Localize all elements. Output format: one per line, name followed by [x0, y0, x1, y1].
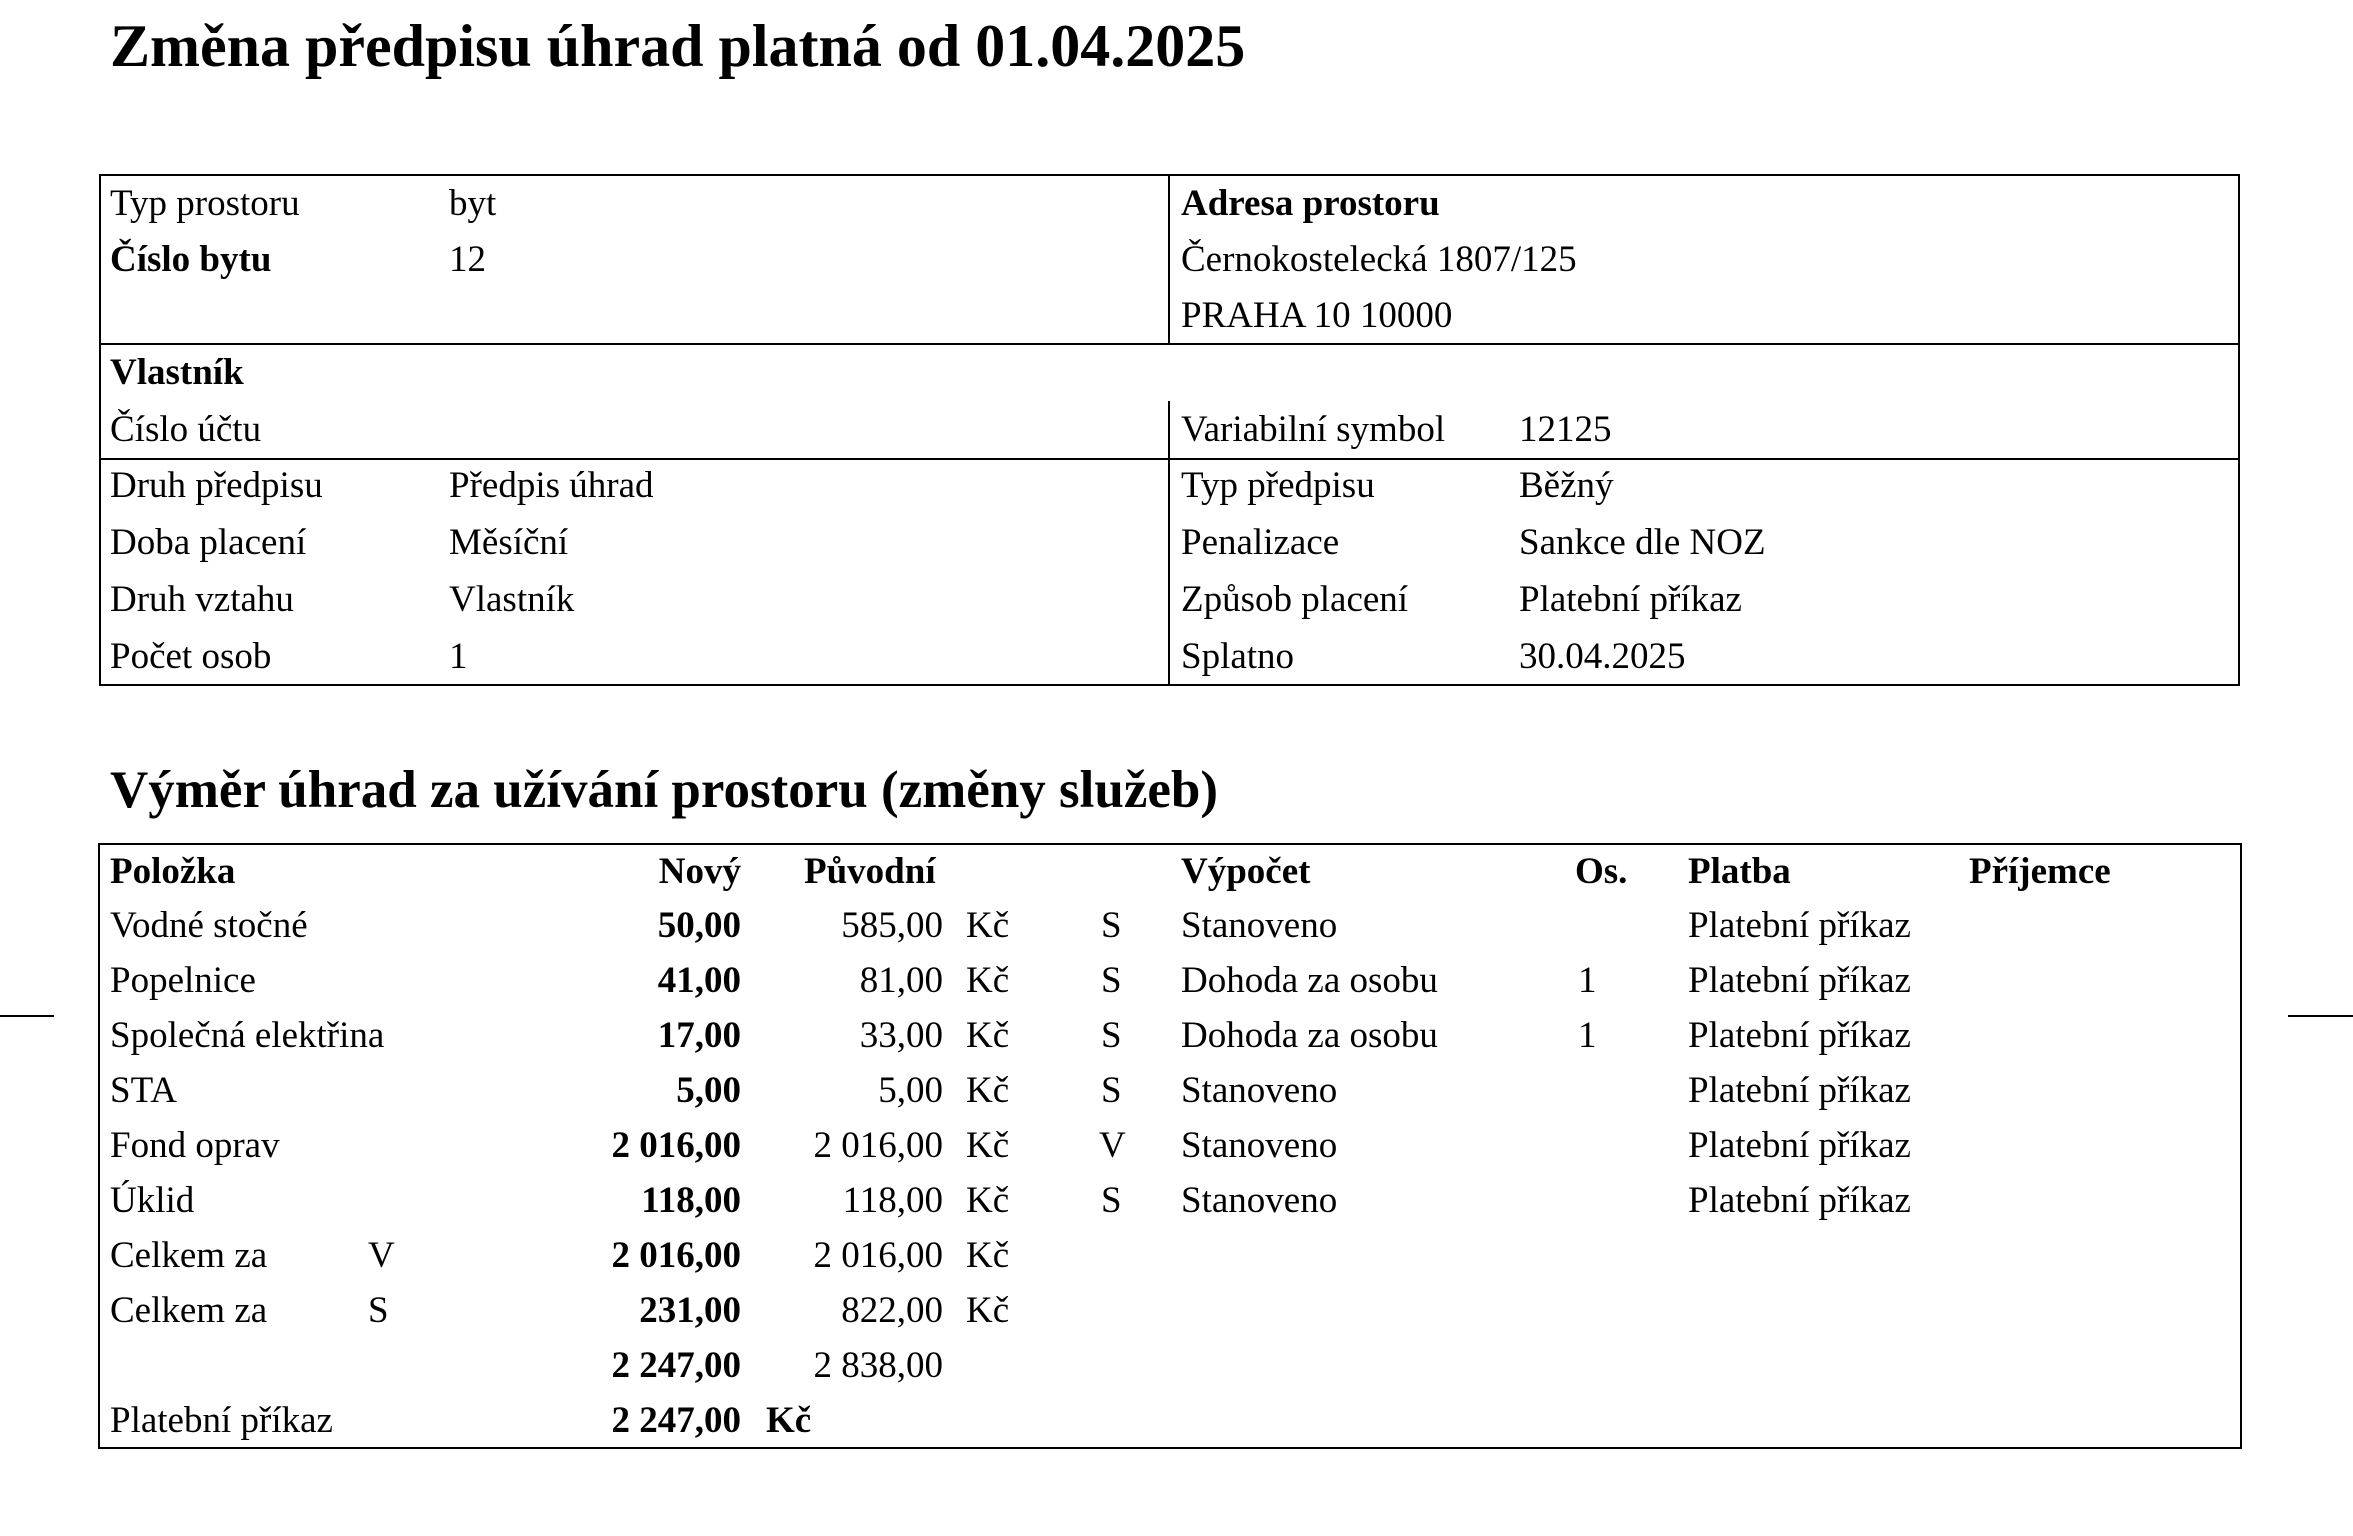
druh-vztahu-label: Druh vztahu	[110, 579, 294, 620]
splatno-value: 30.04.2025	[1519, 636, 1686, 677]
fee-row-puvodni: 118,00	[842, 1180, 943, 1221]
col-header-polozka: Položka	[110, 851, 236, 892]
platebni-prikaz-mena: Kč	[766, 1400, 812, 1441]
zpusob-placeni-value: Platební příkaz	[1519, 579, 1742, 620]
pocet-osob-value: 1	[449, 636, 468, 677]
total-mena: Kč	[966, 1290, 1010, 1331]
col-header-puvodni: Původní	[804, 851, 936, 892]
section-title: Výměr úhrad za užívání prostoru (změny služeb)	[110, 761, 1219, 819]
info-divider-vertical	[1168, 174, 1170, 344]
typ-prostoru-label: Typ prostoru	[110, 183, 300, 224]
adresa-line1: Černokostelecká 1807/125	[1181, 239, 1577, 280]
fee-row-puvodni: 585,00	[841, 905, 943, 946]
fee-row-polozka: STA	[110, 1070, 177, 1111]
vlastnik-label: Vlastník	[110, 352, 244, 393]
typ-predpisu-value: Běžný	[1519, 465, 1614, 506]
col-header-vypocet: Výpočet	[1181, 851, 1311, 892]
fee-row-platba: Platební příkaz	[1688, 960, 1911, 1001]
page-title: Změna předpisu úhrad platná od 01.04.2025	[110, 13, 1246, 79]
total-novy: 231,00	[639, 1290, 741, 1331]
fee-row-mena: Kč	[966, 1015, 1010, 1056]
grand-total-novy: 2 247,00	[611, 1345, 741, 1386]
typ-predpisu-label: Typ předpisu	[1181, 465, 1375, 506]
fees-table	[98, 843, 2242, 1449]
fee-row-puvodni: 5,00	[878, 1070, 943, 1111]
fee-row-mena: Kč	[966, 960, 1010, 1001]
total-label: Celkem za	[110, 1235, 268, 1276]
cislo-bytu-label: Číslo bytu	[110, 239, 272, 280]
fee-row-typ: V	[1099, 1125, 1126, 1166]
splatno-label: Splatno	[1181, 636, 1295, 677]
adresa-line2: PRAHA 10 10000	[1181, 295, 1453, 336]
col-header-os: Os.	[1575, 851, 1628, 892]
grand-total-puvodni: 2 838,00	[813, 1345, 943, 1386]
fee-row-platba: Platební příkaz	[1688, 905, 1911, 946]
fee-row-typ: S	[1101, 1180, 1122, 1221]
fee-row-polozka: Společná elektřina	[110, 1015, 385, 1056]
fee-row-vypocet: Dohoda za osobu	[1181, 960, 1438, 1001]
fee-row-vypocet: Stanoveno	[1181, 1070, 1338, 1111]
druh-predpisu-value: Předpis úhrad	[449, 465, 654, 506]
druh-vztahu-value: Vlastník	[449, 579, 575, 620]
fee-row-mena: Kč	[966, 1180, 1010, 1221]
margin-tick-left	[0, 1015, 54, 1017]
total-mena: Kč	[966, 1235, 1010, 1276]
fee-row-platba: Platební příkaz	[1688, 1015, 1911, 1056]
col-header-platba: Platba	[1688, 851, 1791, 892]
total-novy: 2 016,00	[611, 1235, 741, 1276]
variabilni-symbol-value: 12125	[1519, 409, 1612, 450]
fee-row-novy: 41,00	[657, 960, 741, 1001]
fee-row-polozka: Vodné stočné	[110, 905, 308, 946]
fee-row-vypocet: Dohoda za osobu	[1181, 1015, 1438, 1056]
cislo-uctu-label: Číslo účtu	[110, 409, 262, 450]
variabilni-symbol-label: Variabilní symbol	[1181, 409, 1446, 450]
fee-row-typ: S	[1101, 1015, 1122, 1056]
platebni-prikaz-label: Platební příkaz	[110, 1400, 333, 1441]
adresa-label: Adresa prostoru	[1181, 183, 1440, 224]
fee-row-polozka: Úklid	[110, 1180, 195, 1221]
total-label: Celkem za	[110, 1290, 268, 1331]
pocet-osob-label: Počet osob	[110, 636, 272, 677]
fee-row-typ: S	[1101, 960, 1122, 1001]
typ-prostoru-value: byt	[449, 183, 497, 224]
fee-row-typ: S	[1101, 1070, 1122, 1111]
fee-row-polozka: Popelnice	[110, 960, 256, 1001]
platebni-prikaz-value: 2 247,00	[611, 1400, 741, 1441]
fee-row-polozka: Fond oprav	[110, 1125, 280, 1166]
zpusob-placeni-label: Způsob placení	[1181, 579, 1409, 620]
total-puvodni: 2 016,00	[813, 1235, 943, 1276]
fee-row-mena: Kč	[966, 1125, 1010, 1166]
fee-row-novy: 5,00	[676, 1070, 741, 1111]
total-typ: S	[368, 1290, 389, 1331]
fee-row-novy: 118,00	[641, 1180, 741, 1221]
col-header-prijemce: Příjemce	[1969, 851, 2111, 892]
fee-row-mena: Kč	[966, 1070, 1010, 1111]
penalizace-value: Sankce dle NOZ	[1519, 522, 1766, 563]
info-divider-1	[99, 343, 2240, 345]
fee-row-platba: Platební příkaz	[1688, 1180, 1911, 1221]
fee-row-puvodni: 33,00	[859, 1015, 943, 1056]
cislo-bytu-value: 12	[449, 239, 486, 280]
fee-row-mena: Kč	[966, 905, 1010, 946]
fee-row-vypocet: Stanoveno	[1181, 1125, 1338, 1166]
fee-row-novy: 17,00	[657, 1015, 741, 1056]
fee-row-puvodni: 81,00	[859, 960, 943, 1001]
fee-row-vypocet: Stanoveno	[1181, 905, 1338, 946]
fee-row-platba: Platební příkaz	[1688, 1070, 1911, 1111]
total-typ: V	[368, 1235, 395, 1276]
fee-row-typ: S	[1101, 905, 1122, 946]
col-header-novy: Nový	[658, 851, 741, 892]
fee-row-platba: Platební příkaz	[1688, 1125, 1911, 1166]
druh-predpisu-label: Druh předpisu	[110, 465, 323, 506]
fee-row-novy: 50,00	[657, 905, 741, 946]
info-divider-vertical-lower	[1168, 401, 1170, 685]
fee-row-novy: 2 016,00	[611, 1125, 741, 1166]
info-divider-2	[99, 458, 2240, 460]
doba-placeni-label: Doba placení	[110, 522, 307, 563]
doba-placeni-value: Měsíční	[449, 522, 569, 563]
fee-row-os: 1	[1578, 960, 1597, 1001]
total-puvodni: 822,00	[841, 1290, 943, 1331]
fee-row-vypocet: Stanoveno	[1181, 1180, 1338, 1221]
fee-row-puvodni: 2 016,00	[813, 1125, 943, 1166]
fee-row-os: 1	[1578, 1015, 1597, 1056]
penalizace-label: Penalizace	[1181, 522, 1340, 563]
margin-tick-right	[2288, 1015, 2353, 1017]
